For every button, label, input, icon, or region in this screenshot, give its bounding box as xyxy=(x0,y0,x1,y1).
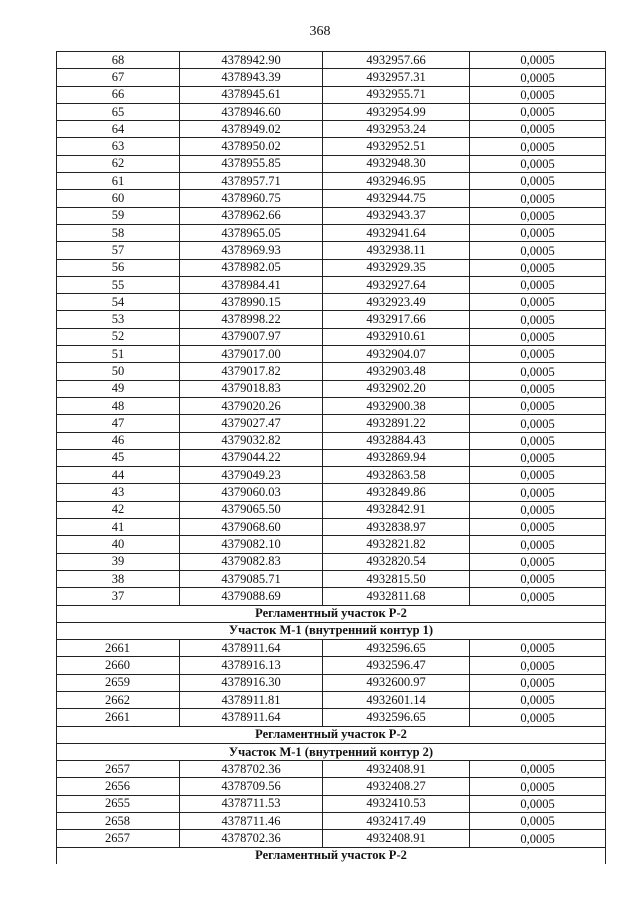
point-number-cell: 53 xyxy=(57,311,180,328)
table-row xyxy=(57,138,606,155)
tolerance-cell: 0,0005 xyxy=(470,588,606,605)
point-number-cell: 67 xyxy=(57,69,180,86)
table-row xyxy=(57,449,606,466)
point-number-cell: 47 xyxy=(57,415,180,432)
x-coordinate-cell: 4378946.60 xyxy=(180,103,323,120)
point-number-cell: 41 xyxy=(57,519,180,536)
x-coordinate-cell: 4378709.56 xyxy=(180,778,323,795)
table-row xyxy=(57,761,606,778)
x-coordinate-cell: 4379060.03 xyxy=(180,484,323,501)
y-coordinate-cell: 4932948.30 xyxy=(323,155,470,172)
y-coordinate-cell: 4932891.22 xyxy=(323,415,470,432)
table-row xyxy=(57,86,606,103)
coordinates-table-body xyxy=(57,52,606,864)
tolerance-cell: 0,0005 xyxy=(470,536,606,553)
tolerance-cell: 0,0005 xyxy=(470,276,606,293)
tolerance-cell: 0,0005 xyxy=(470,346,606,363)
y-coordinate-cell: 4932954.99 xyxy=(323,103,470,120)
tolerance-cell: 0,0005 xyxy=(470,467,606,484)
point-number-cell: 2661 xyxy=(57,640,180,657)
tolerance-cell: 0,0005 xyxy=(470,155,606,172)
point-number-cell: 68 xyxy=(57,52,180,69)
table-row xyxy=(57,830,606,847)
y-coordinate-cell: 4932900.38 xyxy=(323,397,470,414)
x-coordinate-cell: 4378916.13 xyxy=(180,657,323,674)
tolerance-cell: 0,0005 xyxy=(470,86,606,103)
tolerance-cell: 0,0005 xyxy=(470,397,606,414)
tolerance-cell: 0,0005 xyxy=(470,813,606,830)
table-row xyxy=(57,709,606,726)
point-number-cell: 56 xyxy=(57,259,180,276)
point-number-cell: 38 xyxy=(57,570,180,587)
point-number-cell: 2657 xyxy=(57,761,180,778)
tolerance-cell: 0,0005 xyxy=(470,294,606,311)
tolerance-cell: 0,0005 xyxy=(470,380,606,397)
y-coordinate-cell: 4932408.27 xyxy=(323,778,470,795)
x-coordinate-cell: 4379032.82 xyxy=(180,432,323,449)
x-coordinate-cell: 4378955.85 xyxy=(180,155,323,172)
table-row xyxy=(57,380,606,397)
table-row xyxy=(57,588,606,605)
point-number-cell: 63 xyxy=(57,138,180,155)
section-heading-region: Регламентный участок Р-2 xyxy=(57,605,606,622)
point-number-cell: 2657 xyxy=(57,830,180,847)
x-coordinate-cell: 4379068.60 xyxy=(180,519,323,536)
table-row xyxy=(57,813,606,830)
x-coordinate-cell: 4378943.39 xyxy=(180,69,323,86)
table-row xyxy=(57,224,606,241)
y-coordinate-cell: 4932917.66 xyxy=(323,311,470,328)
table-row xyxy=(57,778,606,795)
tolerance-cell: 0,0005 xyxy=(470,657,606,674)
section-row xyxy=(57,605,606,622)
point-number-cell: 40 xyxy=(57,536,180,553)
section-row xyxy=(57,743,606,760)
table-row xyxy=(57,294,606,311)
tolerance-cell: 0,0005 xyxy=(470,709,606,726)
section-heading-region: Регламентный участок Р-2 xyxy=(57,847,606,864)
table-row xyxy=(57,570,606,587)
y-coordinate-cell: 4932849.86 xyxy=(323,484,470,501)
y-coordinate-cell: 4932596.65 xyxy=(323,709,470,726)
point-number-cell: 2656 xyxy=(57,778,180,795)
section-row xyxy=(57,847,606,864)
tolerance-cell: 0,0005 xyxy=(470,103,606,120)
y-coordinate-cell: 4932904.07 xyxy=(323,346,470,363)
table-row xyxy=(57,69,606,86)
y-coordinate-cell: 4932927.64 xyxy=(323,276,470,293)
point-number-cell: 43 xyxy=(57,484,180,501)
x-coordinate-cell: 4378998.22 xyxy=(180,311,323,328)
tolerance-cell: 0,0005 xyxy=(470,484,606,501)
table-row xyxy=(57,536,606,553)
point-number-cell: 2660 xyxy=(57,657,180,674)
tolerance-cell: 0,0005 xyxy=(470,778,606,795)
tolerance-cell: 0,0005 xyxy=(470,761,606,778)
point-number-cell: 2662 xyxy=(57,691,180,708)
x-coordinate-cell: 4378916.30 xyxy=(180,674,323,691)
tolerance-cell: 0,0005 xyxy=(470,190,606,207)
y-coordinate-cell: 4932884.43 xyxy=(323,432,470,449)
y-coordinate-cell: 4932815.50 xyxy=(323,570,470,587)
table-row xyxy=(57,640,606,657)
table-row xyxy=(57,415,606,432)
x-coordinate-cell: 4378702.36 xyxy=(180,761,323,778)
point-number-cell: 49 xyxy=(57,380,180,397)
table-row xyxy=(57,173,606,190)
x-coordinate-cell: 4379020.26 xyxy=(180,397,323,414)
y-coordinate-cell: 4932952.51 xyxy=(323,138,470,155)
tolerance-cell: 0,0005 xyxy=(470,570,606,587)
x-coordinate-cell: 4379044.22 xyxy=(180,449,323,466)
x-coordinate-cell: 4378949.02 xyxy=(180,121,323,138)
y-coordinate-cell: 4932923.49 xyxy=(323,294,470,311)
section-heading-contour: Участок М-1 (внутренний контур 2) xyxy=(57,743,606,760)
point-number-cell: 55 xyxy=(57,276,180,293)
table-row xyxy=(57,501,606,518)
x-coordinate-cell: 4378982.05 xyxy=(180,259,323,276)
table-row xyxy=(57,52,606,69)
y-coordinate-cell: 4932938.11 xyxy=(323,242,470,259)
tolerance-cell: 0,0005 xyxy=(470,363,606,380)
point-number-cell: 2659 xyxy=(57,674,180,691)
table-row xyxy=(57,467,606,484)
tolerance-cell: 0,0005 xyxy=(470,207,606,224)
point-number-cell: 60 xyxy=(57,190,180,207)
x-coordinate-cell: 4378960.75 xyxy=(180,190,323,207)
y-coordinate-cell: 4932820.54 xyxy=(323,553,470,570)
point-number-cell: 45 xyxy=(57,449,180,466)
y-coordinate-cell: 4932953.24 xyxy=(323,121,470,138)
table-row xyxy=(57,121,606,138)
x-coordinate-cell: 4379085.71 xyxy=(180,570,323,587)
point-number-cell: 61 xyxy=(57,173,180,190)
tolerance-cell: 0,0005 xyxy=(470,674,606,691)
table-row xyxy=(57,311,606,328)
y-coordinate-cell: 4932417.49 xyxy=(323,813,470,830)
x-coordinate-cell: 4379049.23 xyxy=(180,467,323,484)
table-row xyxy=(57,207,606,224)
x-coordinate-cell: 4378984.41 xyxy=(180,276,323,293)
y-coordinate-cell: 4932941.64 xyxy=(323,224,470,241)
y-coordinate-cell: 4932944.75 xyxy=(323,190,470,207)
point-number-cell: 46 xyxy=(57,432,180,449)
tolerance-cell: 0,0005 xyxy=(470,691,606,708)
point-number-cell: 54 xyxy=(57,294,180,311)
point-number-cell: 52 xyxy=(57,328,180,345)
section-row xyxy=(57,622,606,639)
x-coordinate-cell: 4378962.66 xyxy=(180,207,323,224)
tolerance-cell: 0,0005 xyxy=(470,138,606,155)
y-coordinate-cell: 4932408.91 xyxy=(323,830,470,847)
y-coordinate-cell: 4932957.31 xyxy=(323,69,470,86)
section-row xyxy=(57,726,606,743)
point-number-cell: 65 xyxy=(57,103,180,120)
section-heading-contour: Участок М-1 (внутренний контур 1) xyxy=(57,622,606,639)
tolerance-cell: 0,0005 xyxy=(470,830,606,847)
y-coordinate-cell: 4932943.37 xyxy=(323,207,470,224)
x-coordinate-cell: 4379065.50 xyxy=(180,501,323,518)
point-number-cell: 62 xyxy=(57,155,180,172)
y-coordinate-cell: 4932902.20 xyxy=(323,380,470,397)
y-coordinate-cell: 4932863.58 xyxy=(323,467,470,484)
tolerance-cell: 0,0005 xyxy=(470,640,606,657)
tolerance-cell: 0,0005 xyxy=(470,52,606,69)
y-coordinate-cell: 4932946.95 xyxy=(323,173,470,190)
table-row xyxy=(57,397,606,414)
tolerance-cell: 0,0005 xyxy=(470,415,606,432)
y-coordinate-cell: 4932596.65 xyxy=(323,640,470,657)
y-coordinate-cell: 4932955.71 xyxy=(323,86,470,103)
table-row xyxy=(57,432,606,449)
point-number-cell: 48 xyxy=(57,397,180,414)
point-number-cell: 42 xyxy=(57,501,180,518)
tolerance-cell: 0,0005 xyxy=(470,173,606,190)
x-coordinate-cell: 4378950.02 xyxy=(180,138,323,155)
x-coordinate-cell: 4379082.83 xyxy=(180,553,323,570)
tolerance-cell: 0,0005 xyxy=(470,121,606,138)
tolerance-cell: 0,0005 xyxy=(470,69,606,86)
point-number-cell: 50 xyxy=(57,363,180,380)
x-coordinate-cell: 4378969.93 xyxy=(180,242,323,259)
x-coordinate-cell: 4378911.81 xyxy=(180,691,323,708)
y-coordinate-cell: 4932929.35 xyxy=(323,259,470,276)
y-coordinate-cell: 4932957.66 xyxy=(323,52,470,69)
coordinates-table xyxy=(56,51,606,864)
y-coordinate-cell: 4932910.61 xyxy=(323,328,470,345)
table-row xyxy=(57,657,606,674)
tolerance-cell: 0,0005 xyxy=(470,449,606,466)
x-coordinate-cell: 4378942.90 xyxy=(180,52,323,69)
table-row xyxy=(57,276,606,293)
table-row xyxy=(57,795,606,812)
point-number-cell: 51 xyxy=(57,346,180,363)
table-row xyxy=(57,363,606,380)
x-coordinate-cell: 4378702.36 xyxy=(180,830,323,847)
table-row xyxy=(57,155,606,172)
x-coordinate-cell: 4378711.46 xyxy=(180,813,323,830)
y-coordinate-cell: 4932869.94 xyxy=(323,449,470,466)
table-row xyxy=(57,259,606,276)
point-number-cell: 59 xyxy=(57,207,180,224)
tolerance-cell: 0,0005 xyxy=(470,328,606,345)
y-coordinate-cell: 4932838.97 xyxy=(323,519,470,536)
tolerance-cell: 0,0005 xyxy=(470,242,606,259)
x-coordinate-cell: 4378945.61 xyxy=(180,86,323,103)
table-row xyxy=(57,103,606,120)
table-row xyxy=(57,346,606,363)
x-coordinate-cell: 4378911.64 xyxy=(180,640,323,657)
y-coordinate-cell: 4932410.53 xyxy=(323,795,470,812)
table-row xyxy=(57,484,606,501)
point-number-cell: 37 xyxy=(57,588,180,605)
tolerance-cell: 0,0005 xyxy=(470,519,606,536)
point-number-cell: 2661 xyxy=(57,709,180,726)
table-row xyxy=(57,519,606,536)
x-coordinate-cell: 4378711.53 xyxy=(180,795,323,812)
y-coordinate-cell: 4932408.91 xyxy=(323,761,470,778)
y-coordinate-cell: 4932842.91 xyxy=(323,501,470,518)
table-row xyxy=(57,674,606,691)
y-coordinate-cell: 4932903.48 xyxy=(323,363,470,380)
table-row xyxy=(57,328,606,345)
x-coordinate-cell: 4379017.82 xyxy=(180,363,323,380)
x-coordinate-cell: 4378990.15 xyxy=(180,294,323,311)
x-coordinate-cell: 4379088.69 xyxy=(180,588,323,605)
tolerance-cell: 0,0005 xyxy=(470,553,606,570)
x-coordinate-cell: 4378965.05 xyxy=(180,224,323,241)
point-number-cell: 2658 xyxy=(57,813,180,830)
y-coordinate-cell: 4932821.82 xyxy=(323,536,470,553)
x-coordinate-cell: 4379018.83 xyxy=(180,380,323,397)
tolerance-cell: 0,0005 xyxy=(470,311,606,328)
point-number-cell: 64 xyxy=(57,121,180,138)
point-number-cell: 66 xyxy=(57,86,180,103)
tolerance-cell: 0,0005 xyxy=(470,432,606,449)
point-number-cell: 2655 xyxy=(57,795,180,812)
point-number-cell: 57 xyxy=(57,242,180,259)
y-coordinate-cell: 4932600.97 xyxy=(323,674,470,691)
tolerance-cell: 0,0005 xyxy=(470,259,606,276)
y-coordinate-cell: 4932601.14 xyxy=(323,691,470,708)
x-coordinate-cell: 4378911.64 xyxy=(180,709,323,726)
tolerance-cell: 0,0005 xyxy=(470,501,606,518)
table-row xyxy=(57,242,606,259)
section-heading-region: Регламентный участок Р-2 xyxy=(57,726,606,743)
point-number-cell: 44 xyxy=(57,467,180,484)
x-coordinate-cell: 4379082.10 xyxy=(180,536,323,553)
x-coordinate-cell: 4378957.71 xyxy=(180,173,323,190)
table-row xyxy=(57,190,606,207)
point-number-cell: 39 xyxy=(57,553,180,570)
x-coordinate-cell: 4379027.47 xyxy=(180,415,323,432)
table-row xyxy=(57,691,606,708)
y-coordinate-cell: 4932811.68 xyxy=(323,588,470,605)
y-coordinate-cell: 4932596.47 xyxy=(323,657,470,674)
x-coordinate-cell: 4379017.00 xyxy=(180,346,323,363)
table-row xyxy=(57,553,606,570)
page-number: 368 xyxy=(309,24,331,39)
tolerance-cell: 0,0005 xyxy=(470,795,606,812)
x-coordinate-cell: 4379007.97 xyxy=(180,328,323,345)
tolerance-cell: 0,0005 xyxy=(470,224,606,241)
point-number-cell: 58 xyxy=(57,224,180,241)
